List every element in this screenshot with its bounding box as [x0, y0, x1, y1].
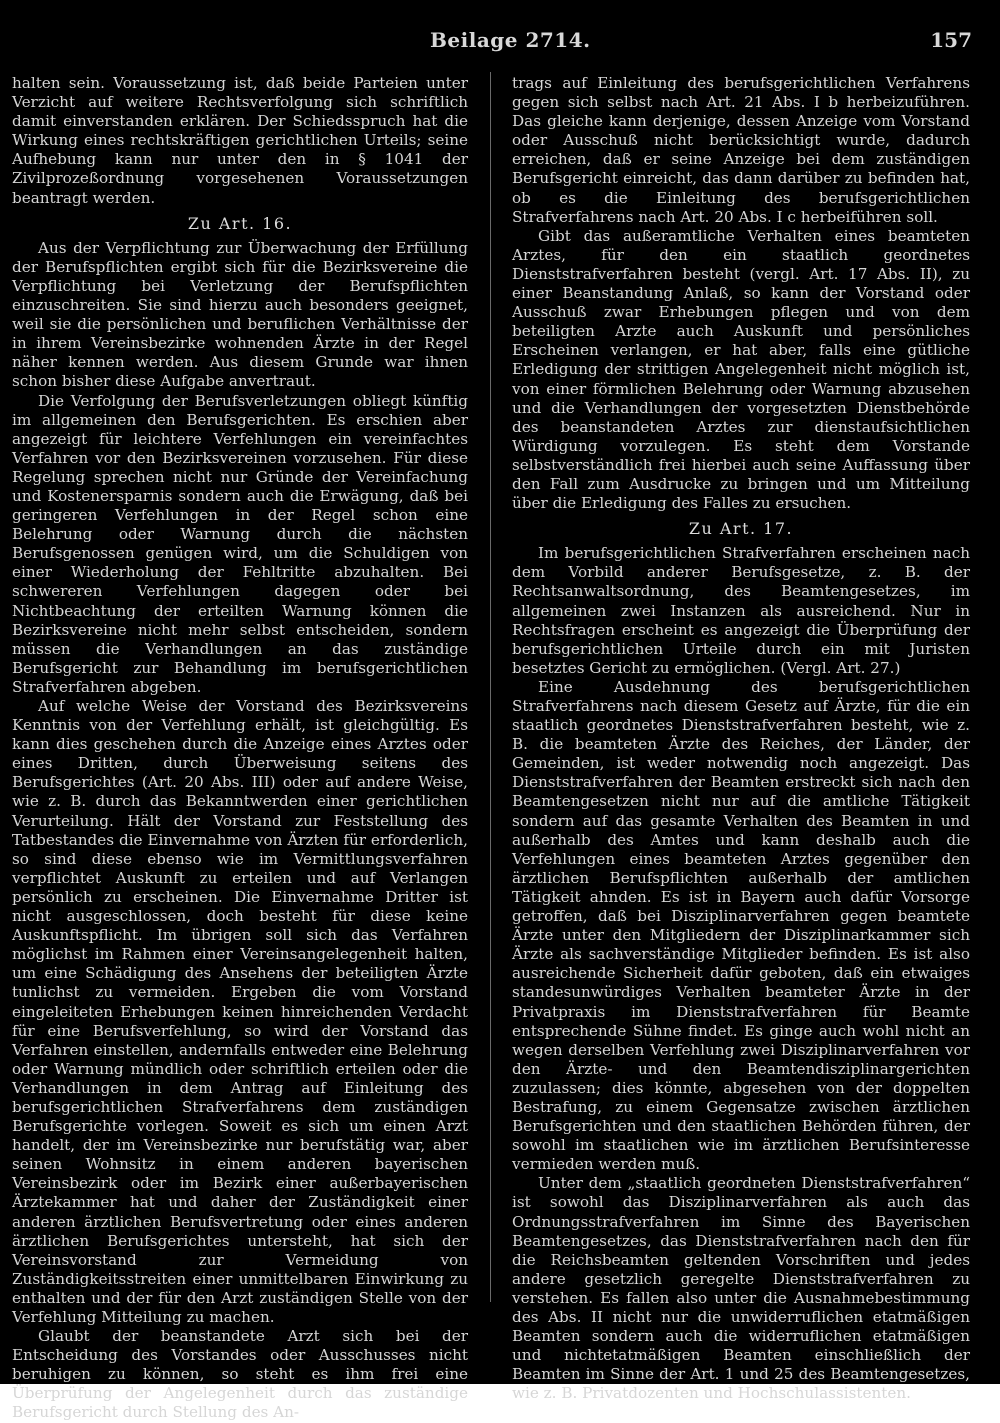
supplement-title: Beilage 2714.	[430, 28, 591, 52]
paragraph: Auf welche Weise der Vorstand des Bezirksvereins Kenntnis von der Verfehlung erhält, ist gleichgültig. Es kann dies geschehen durch die Anzeige eines Arztes oder eines Dritten, durch Überweisung seitens des Berufsgerichtes (Art. 20 Abs. III) oder auf andere Weise, wie z. B. durch das Bekanntwerden einer gerichtlichen Verurteilung. Hält der Vorstand zur Feststellung des Tatbestandes die Einvernahme von Ärzten für erforderlich, so sind diese ebenso wie im Vermittlungsverfahren verpflichtet Auskunft zu erteilen und auf Verlangen persönlich zu erscheinen. Die Einvernahme Dritter ist nicht ausgeschlossen, doch besteht für diese keine Auskunftspflicht. Im übrigen soll sich das Verfahren möglichst im Rahmen einer Vereinsangelegenheit halten, um eine Schädigung des Ansehens der beteiligten Ärzte tunlichst zu vermeiden. Ergeben die vom Vorstand eingeleiteten Erhebungen keinen hinreichenden Verdacht für eine Berufsverfehlung, so wird der Vorstand das Verfahren einstellen, andernfalls entweder eine Belehrung oder Warnung mündlich oder schriftlich erteilen oder die Verhandlungen in dem Antrag auf Einleitung des berufsgerichtlichen Strafverfahrens dem zuständigen Berufsgerichte vorlegen. Soweit es sich um einen Arzt handelt, der im Vereinsbezirke nur berufstätig war, aber seinen Wohnsitz in einem anderen bayerischen Vereinsbezirk oder im Bezirk einer außerbayerischen Ärztekammer hat und daher der Zuständigkeit einer anderen ärztlichen Berufsvertretung oder eines anderen ärztlichen Berufsgerichtes untersteht, hat sich der Vereinsvorstand zur Vermeidung von Zuständigkeitsstreiten einer unmittelbaren Einwirkung zu enthalten und der für den Arzt zuständigen Stelle von der Verfehlung Mitteilung zu machen.	[12, 697, 468, 1326]
paragraph: Unter dem „staatlich geordneten Dienststrafverfahren“ ist sowohl das Disziplinarverfahren als auch das Ordnungsstrafverfahren im Sinne des Bayerischen Beamtengesetzes, das Dienststrafverfahren nach den für die Reichsbeamten geltenden Vorschriften und jedes andere gesetzlich geregelte Dienststrafverfahren zu verstehen. Es fallen also unter die Ausnahmebestimmung des Abs. II nicht nur die unwiderruflichen etatmäßigen Beamten sondern auch die widerruflichen etatmäßigen und nichtetatmäßigen Beamten einschließlich der Beamten im Sinne der Art. 1 und 25 des Beamtengesetzes, wie z. B. Privatdozenten und Hochschulassistenten.	[512, 1174, 970, 1403]
paragraph: Eine Ausdehnung des berufsgerichtlichen Strafverfahrens nach diesem Gesetz auf Ärzte, für die ein staatlich geordnetes Dienststrafverfahren besteht, wie z. B. die beamteten Ärzte des Reiches, der Länder, der Gemeinden, ist weder notwendig noch angezeigt. Das Dienststrafverfahren der Beamten erstreckt sich nach den Beamtengesetzen nicht nur auf die amtliche Tätigkeit sondern auf das gesamte Verhalten des Beamten in und außerhalb des Amtes und kann deshalb auch die Verfehlungen eines beamteten Arztes gegenüber den ärztlichen Berufspflichten außerhalb der amtlichen Tätigkeit ahnden. Es ist in Bayern auch dafür Vorsorge getroffen, daß bei Disziplinarverfahren gegen beamtete Ärzte unter den Mitgliedern der Disziplinarkammer sich Ärzte als sachverständige Mitglieder befinden. Es ist also ausreichende Sicherheit dafür geboten, daß ein etwaiges standesunwürdiges Verhalten beamteter Ärzte in der Privatpraxis im Dienststrafverfahren für Beamte entsprechende Sühne findet. Es ginge auch wohl nicht an wegen derselben Verfehlung zwei Disziplinarverfahren vor den Ärzte- und den Beamtendisziplinargerichten zuzulassen; dies könnte, abgesehen von der doppelten Bestrafung, zu einem Gegensatze zwischen ärztlichen Berufsgerichten und den staatlichen Behörden führen, der sowohl im staatlichen wie im ärztlichen Berufsinteresse vermieden werden muß.	[512, 677, 970, 1174]
paragraph: Glaubt der beanstandete Arzt sich bei der Entscheidung des Vorstandes oder Ausschusses nicht beruhigen zu können, so steht es ihm frei eine Überprüfung der Angelegenheit durch das zuständige Berufsgericht durch Stellung des An-	[12, 1327, 468, 1422]
paragraph: Die Verfolgung der Berufsverletzungen obliegt künftig im allgemeinen den Berufsgerichten. Es erschien aber angezeigt für leichtere Verfehlungen ein vereinfachtes Verfahren vor den Bezirksvereinen vorzusehen. Für diese Regelung sprechen nicht nur Gründe der Vereinfachung und Kostenersparnis sondern auch die Erwägung, daß bei geringeren Verfehlungen in der Regel schon eine Belehrung oder Warnung durch die nächsten Berufsgenossen genügen wird, um die Schuldigen von einer Wiederholung der Fehltritte abzuhalten. Bei schwereren Verfehlungen dagegen oder bei Nichtbeachtung der erteilten Warnung können die Bezirksvereine nicht mehr selbst entscheiden, sondern müssen die Verhandlungen an das zuständige Berufsgericht zur Behandlung im berufsgerichtlichen Strafverfahren abgeben.	[12, 391, 468, 696]
section-heading-art-17: Zu Art. 17.	[688, 519, 794, 539]
page-header	[0, 28, 1000, 56]
left-column	[12, 74, 468, 1423]
right-column	[512, 74, 970, 1403]
paragraph: Im berufsgerichtlichen Strafverfahren erscheinen nach dem Vorbild anderer Berufsgesetze, z. B. der Rechtsanwaltsordnung, des Beamtengesetzes, im allgemeinen zwei Instanzen als ausreichend. Nur in Rechtsfragen erscheint es angezeigt die Überprüfung der berufsgerichtlichen Urteile durch ein mit Juristen besetztes Gericht zu ermöglichen. (Vergl. Art. 27.)	[512, 544, 970, 677]
paragraph: Aus der Verpflichtung zur Überwachung der Erfüllung der Berufspflichten ergibt sich für die Bezirksvereine die Verpflichtung bei Verletzung der Berufspflichten einzuschreiten. Sie sind hierzu auch besonders geeignet, weil sie die persönlichen und beruflichen Verhältnisse der in ihrem Vereinsbezirke wohnenden Ärzte in der Regel näher kennen werden. Aus diesem Grunde war ihnen schon bisher diese Aufgabe anvertraut.	[12, 238, 468, 391]
column-divider	[490, 72, 491, 1302]
page-number: 157	[930, 28, 972, 52]
paragraph: trags auf Einleitung des berufsgerichtlichen Verfahrens gegen sich selbst nach Art. 21 Abs. I b herbeizuführen. Das gleiche kann derjenige, dessen Anzeige vom Vorstand oder Ausschuß nicht berücksichtigt wurde, dadurch erreichen, daß er seine Anzeige bei dem zuständigen Berufsgericht einreicht, das dann darüber zu befinden hat, ob es die Einleitung des berufsgerichtlichen Strafverfahrens nach Art. 20 Abs. I c herbeiführen soll.	[512, 74, 970, 226]
paragraph: Gibt das außeramtliche Verhalten eines beamteten Arztes, für den ein staatlich geordnetes Dienststrafverfahren besteht (vergl. Art. 17 Abs. II), zu einer Beanstandung Anlaß, so kann der Vorstand oder Ausschuß zwar Erhebungen pflegen und von dem beteiligten Arzte auch Auskunft und persönliches Erscheinen verlangen, er hat aber, falls eine gütliche Erledigung der strittigen Angelegenheit nicht möglich ist, von einer förmlichen Belehrung oder Warnung abzusehen und die Verhandlungen der vorgesetzten Dienstbehörde des beanstandeten Arztes zur dienstaufsichtlichen Würdigung vorzulegen. Es steht dem Vorstande selbstverständlich frei hierbei auch seine Auffassung über den Fall zum Ausdrucke zu bringen und um Mitteilung über die Erledigung des Falles zu ersuchen.	[512, 226, 970, 513]
paragraph: halten sein. Voraussetzung ist, daß beide Parteien unter Verzicht auf weitere Rechtsverfolgung sich schriftlich damit einverstanden erklären. Der Schiedsspruch hat die Wirkung eines rechtskräftigen gerichtlichen Urteils; seine Aufhebung kann nur unter den in § 1041 der Zivilprozeßordnung vorgesehenen Voraussetzungen beantragt werden.	[12, 74, 468, 207]
section-heading-art-16: Zu Art. 16.	[187, 213, 293, 233]
